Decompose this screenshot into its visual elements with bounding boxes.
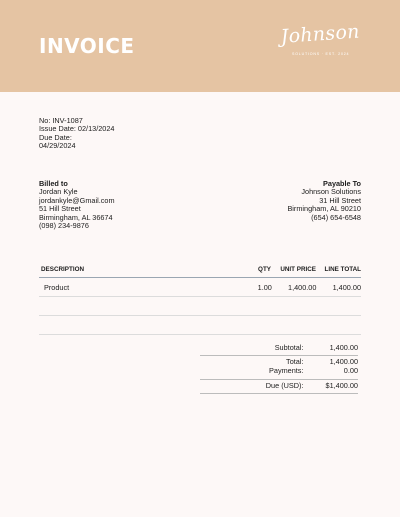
payments-value: 0.00 <box>343 366 358 376</box>
payable-to-heading: Payable To <box>323 179 361 188</box>
payments-label: Payments: <box>269 366 304 376</box>
logo-tagline: SOLUTIONS · EST. 2024 <box>292 52 350 56</box>
payable-to-phone: (654) 654-6548 <box>311 212 361 222</box>
total-label: Total: <box>286 357 304 367</box>
invoice-header-band <box>0 0 400 92</box>
billed-to-name: Jordan Kyle <box>39 187 78 197</box>
row-description: Product <box>44 282 70 292</box>
billed-to-heading: Billed to <box>39 179 68 188</box>
due-value: $1,400.00 <box>325 380 358 390</box>
logo-signature: Johnson <box>280 20 361 48</box>
totals-block <box>200 342 358 394</box>
table-row-empty <box>39 316 361 335</box>
subtotal-label: Subtotal: <box>274 343 304 352</box>
due-date-label: Due Date: <box>39 132 72 142</box>
company-logo <box>280 20 361 68</box>
payable-to-name: Johnson Solutions <box>301 187 361 197</box>
row-line-total: 1,400.00 <box>332 282 361 292</box>
due-group <box>200 380 358 394</box>
issue-date: Issue Date: 02/13/2024 <box>39 124 115 134</box>
payable-to-city: Birmingham, AL 90210 <box>287 204 361 214</box>
billed-to-email: jordankyle@Gmail.com <box>39 195 115 205</box>
payable-to-street: 31 Hill Street <box>319 195 361 205</box>
header-unit-price: UNIT PRICE <box>280 266 316 273</box>
total-group <box>200 356 358 379</box>
row-unit-price: 1,400.00 <box>288 282 317 292</box>
billed-to-block <box>39 180 115 230</box>
billed-to-phone: (098) 234-9876 <box>39 221 89 231</box>
table-row <box>39 278 361 297</box>
payments-line <box>200 366 358 375</box>
payable-to-block <box>287 180 361 222</box>
due-date: 04/29/2024 <box>39 141 76 151</box>
due-label: Due (USD): <box>265 380 304 390</box>
subtotal-group <box>200 342 358 356</box>
row-qty: 1.00 <box>257 282 272 292</box>
line-items-table <box>39 262 361 335</box>
subtotal-value: 1,400.00 <box>329 343 358 352</box>
invoice-meta <box>39 117 114 151</box>
table-header-row <box>39 262 361 278</box>
subtotal-line <box>200 343 358 352</box>
due-line <box>200 381 358 390</box>
billed-to-street: 51 Hill Street <box>39 204 81 214</box>
total-value: 1,400.00 <box>329 357 358 367</box>
invoice-title: INVOICE <box>39 34 135 58</box>
invoice-number: No: INV-1087 <box>39 116 83 125</box>
billed-to-city: Birmingham, AL 36674 <box>39 212 113 222</box>
table-row-empty <box>39 297 361 316</box>
header-qty: QTY <box>258 266 271 273</box>
header-description: DESCRIPTION <box>41 266 85 273</box>
header-line-total: LINE TOTAL <box>324 266 361 273</box>
total-line <box>200 357 358 366</box>
